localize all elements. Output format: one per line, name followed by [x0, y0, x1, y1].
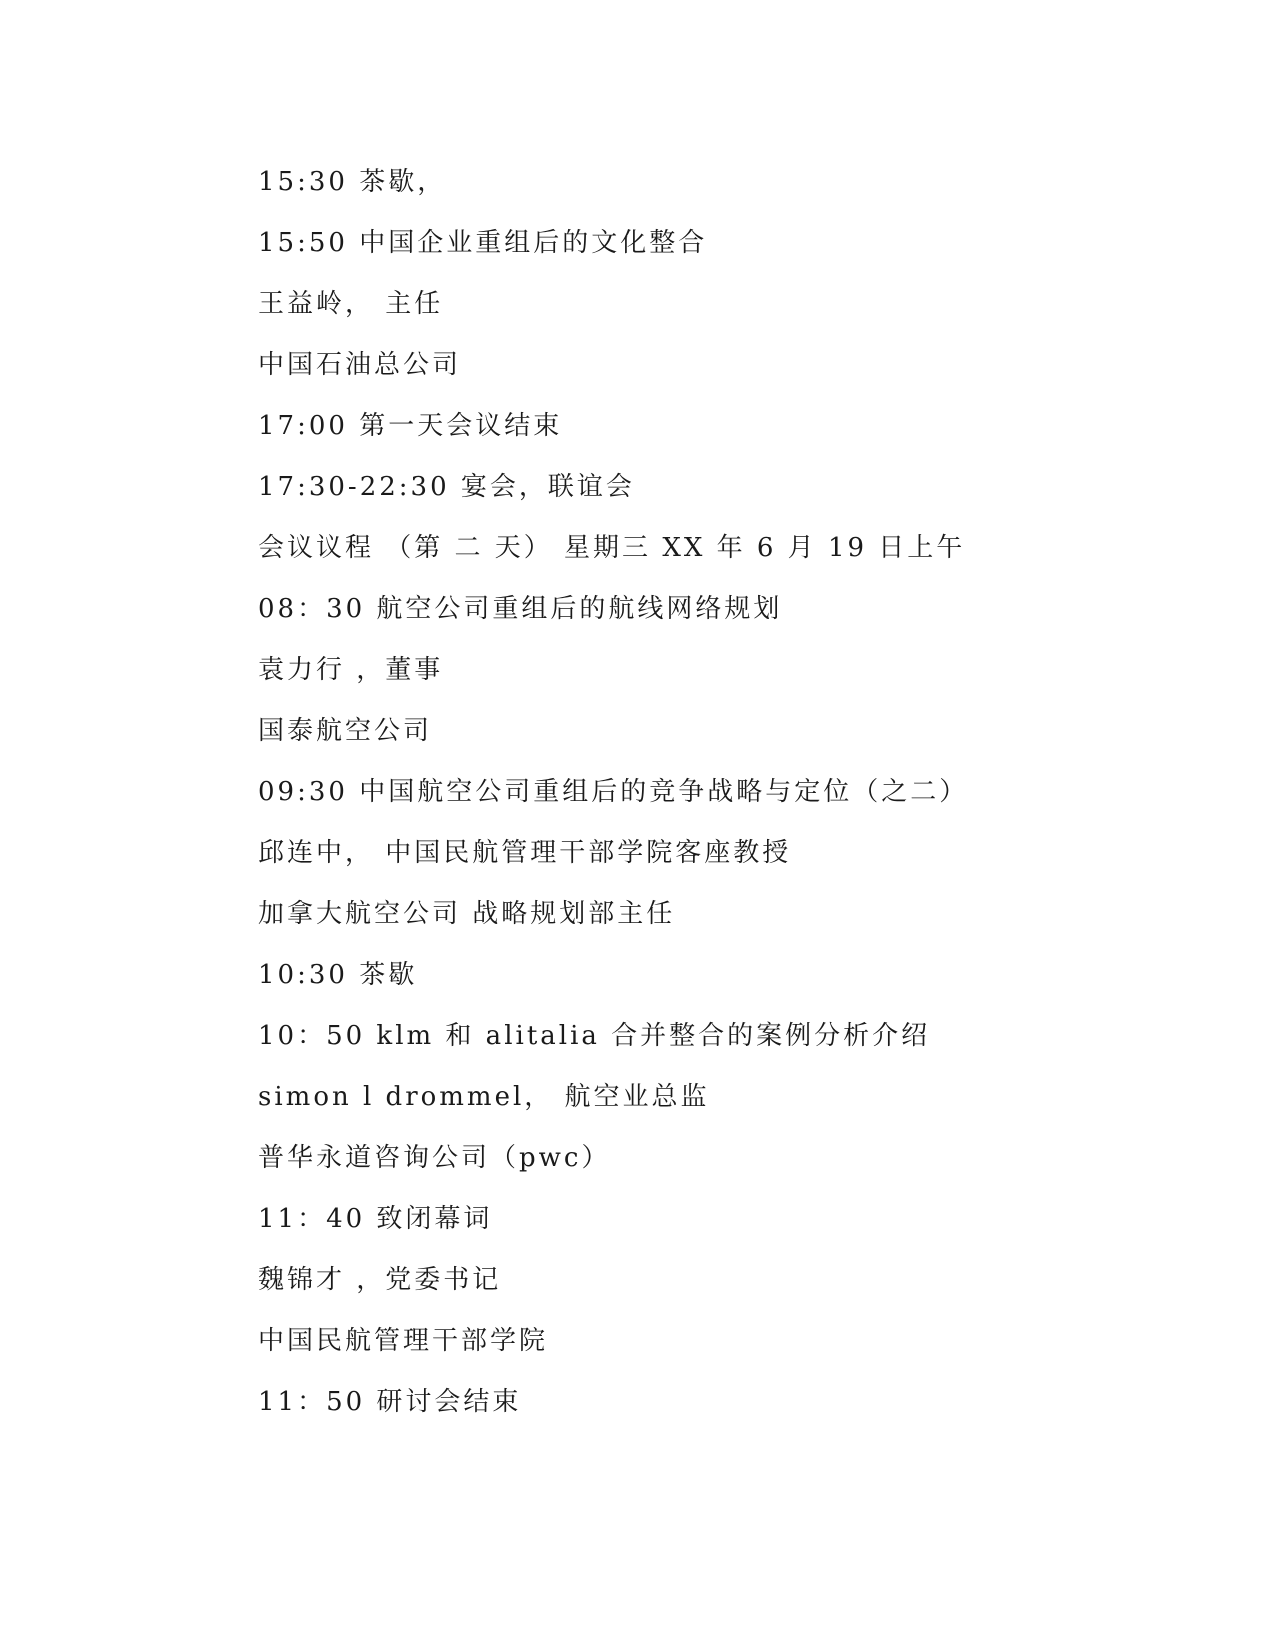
agenda-line-closing-remarks: 11：40 致闭幕词 [258, 1204, 493, 1234]
agenda-line-banquet: 17:30-22:30 宴会，联谊会 [258, 472, 635, 502]
agenda-line-day-two-heading: 会议议程 （第 二 天） 星期三 XX 年 6 月 19 日上午 [258, 533, 966, 563]
agenda-line-organization: 中国民航管理干部学院 [258, 1326, 549, 1356]
agenda-line-organization: 中国石油总公司 [258, 350, 462, 380]
agenda-line-day-end: 17:00 第一天会议结束 [258, 411, 563, 441]
agenda-line-organization: 普华永道咨询公司（pwc） [258, 1143, 611, 1173]
agenda-line-seminar-end: 11：50 研讨会结束 [258, 1387, 522, 1417]
agenda-content [258, 160, 1018, 1441]
agenda-line-speaker: 王益岭， 主任 [258, 289, 444, 319]
agenda-line-speaker: 袁力行 ，董事 [258, 655, 444, 685]
agenda-line-tea-break: 15:30 茶歇， [258, 167, 447, 197]
agenda-line-speaker: simon l drommel， 航空业总监 [258, 1082, 710, 1112]
agenda-line-organization: 加拿大航空公司 战略规划部主任 [258, 899, 676, 929]
agenda-line-session: 15:50 中国企业重组后的文化整合 [258, 228, 708, 258]
agenda-line-organization: 国泰航空公司 [258, 716, 433, 746]
agenda-line-session: 09:30 中国航空公司重组后的竞争战略与定位（之二） [258, 777, 969, 807]
agenda-line-session: 10：50 klm 和 alitalia 合并整合的案例分析介绍 [258, 1021, 931, 1051]
agenda-line-tea-break: 10:30 茶歇 [258, 960, 418, 990]
agenda-line-speaker: 魏锦才 ，党委书记 [258, 1265, 502, 1295]
agenda-line-speaker: 邱连中， 中国民航管理干部学院客座教授 [258, 838, 792, 868]
agenda-line-session: 08：30 航空公司重组后的航线网络规划 [258, 594, 783, 624]
